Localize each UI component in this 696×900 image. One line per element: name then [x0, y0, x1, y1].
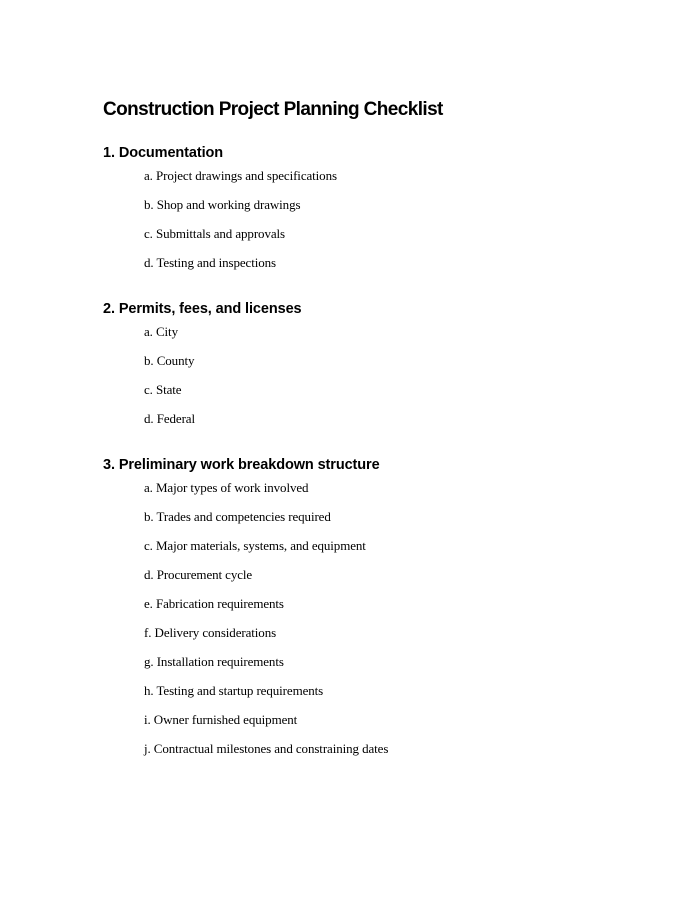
list-item: i. Owner furnished equipment	[144, 712, 298, 727]
list-item: e. Fabrication requirements	[144, 596, 284, 611]
list-item: c. Submittals and approvals	[144, 226, 285, 241]
list-item: d. Federal	[144, 411, 195, 426]
section-heading-work-breakdown: 3. Preliminary work breakdown structure	[103, 457, 380, 473]
page-title: Construction Project Planning Checklist	[103, 99, 443, 120]
list-item: g. Installation requirements	[144, 654, 284, 669]
list-item: c. State	[144, 382, 182, 397]
list-item: a. City	[144, 324, 178, 339]
list-item: d. Procurement cycle	[144, 567, 253, 582]
list-item: j. Contractual milestones and constraining dates	[144, 741, 389, 756]
list-item: f. Delivery considerations	[144, 625, 277, 640]
list-item: b. County	[144, 353, 195, 368]
list-item: a. Major types of work involved	[144, 480, 309, 495]
section-heading-documentation: 1. Documentation	[103, 145, 224, 161]
list-item: a. Project drawings and specifications	[144, 168, 337, 183]
list-item: b. Shop and working drawings	[144, 197, 301, 212]
list-item: b. Trades and competencies required	[144, 509, 331, 524]
list-item: d. Testing and inspections	[144, 255, 277, 270]
section-heading-permits: 2. Permits, fees, and licenses	[103, 301, 302, 317]
list-item: h. Testing and startup requirements	[144, 683, 324, 698]
list-item: c. Major materials, systems, and equipment	[144, 538, 366, 553]
